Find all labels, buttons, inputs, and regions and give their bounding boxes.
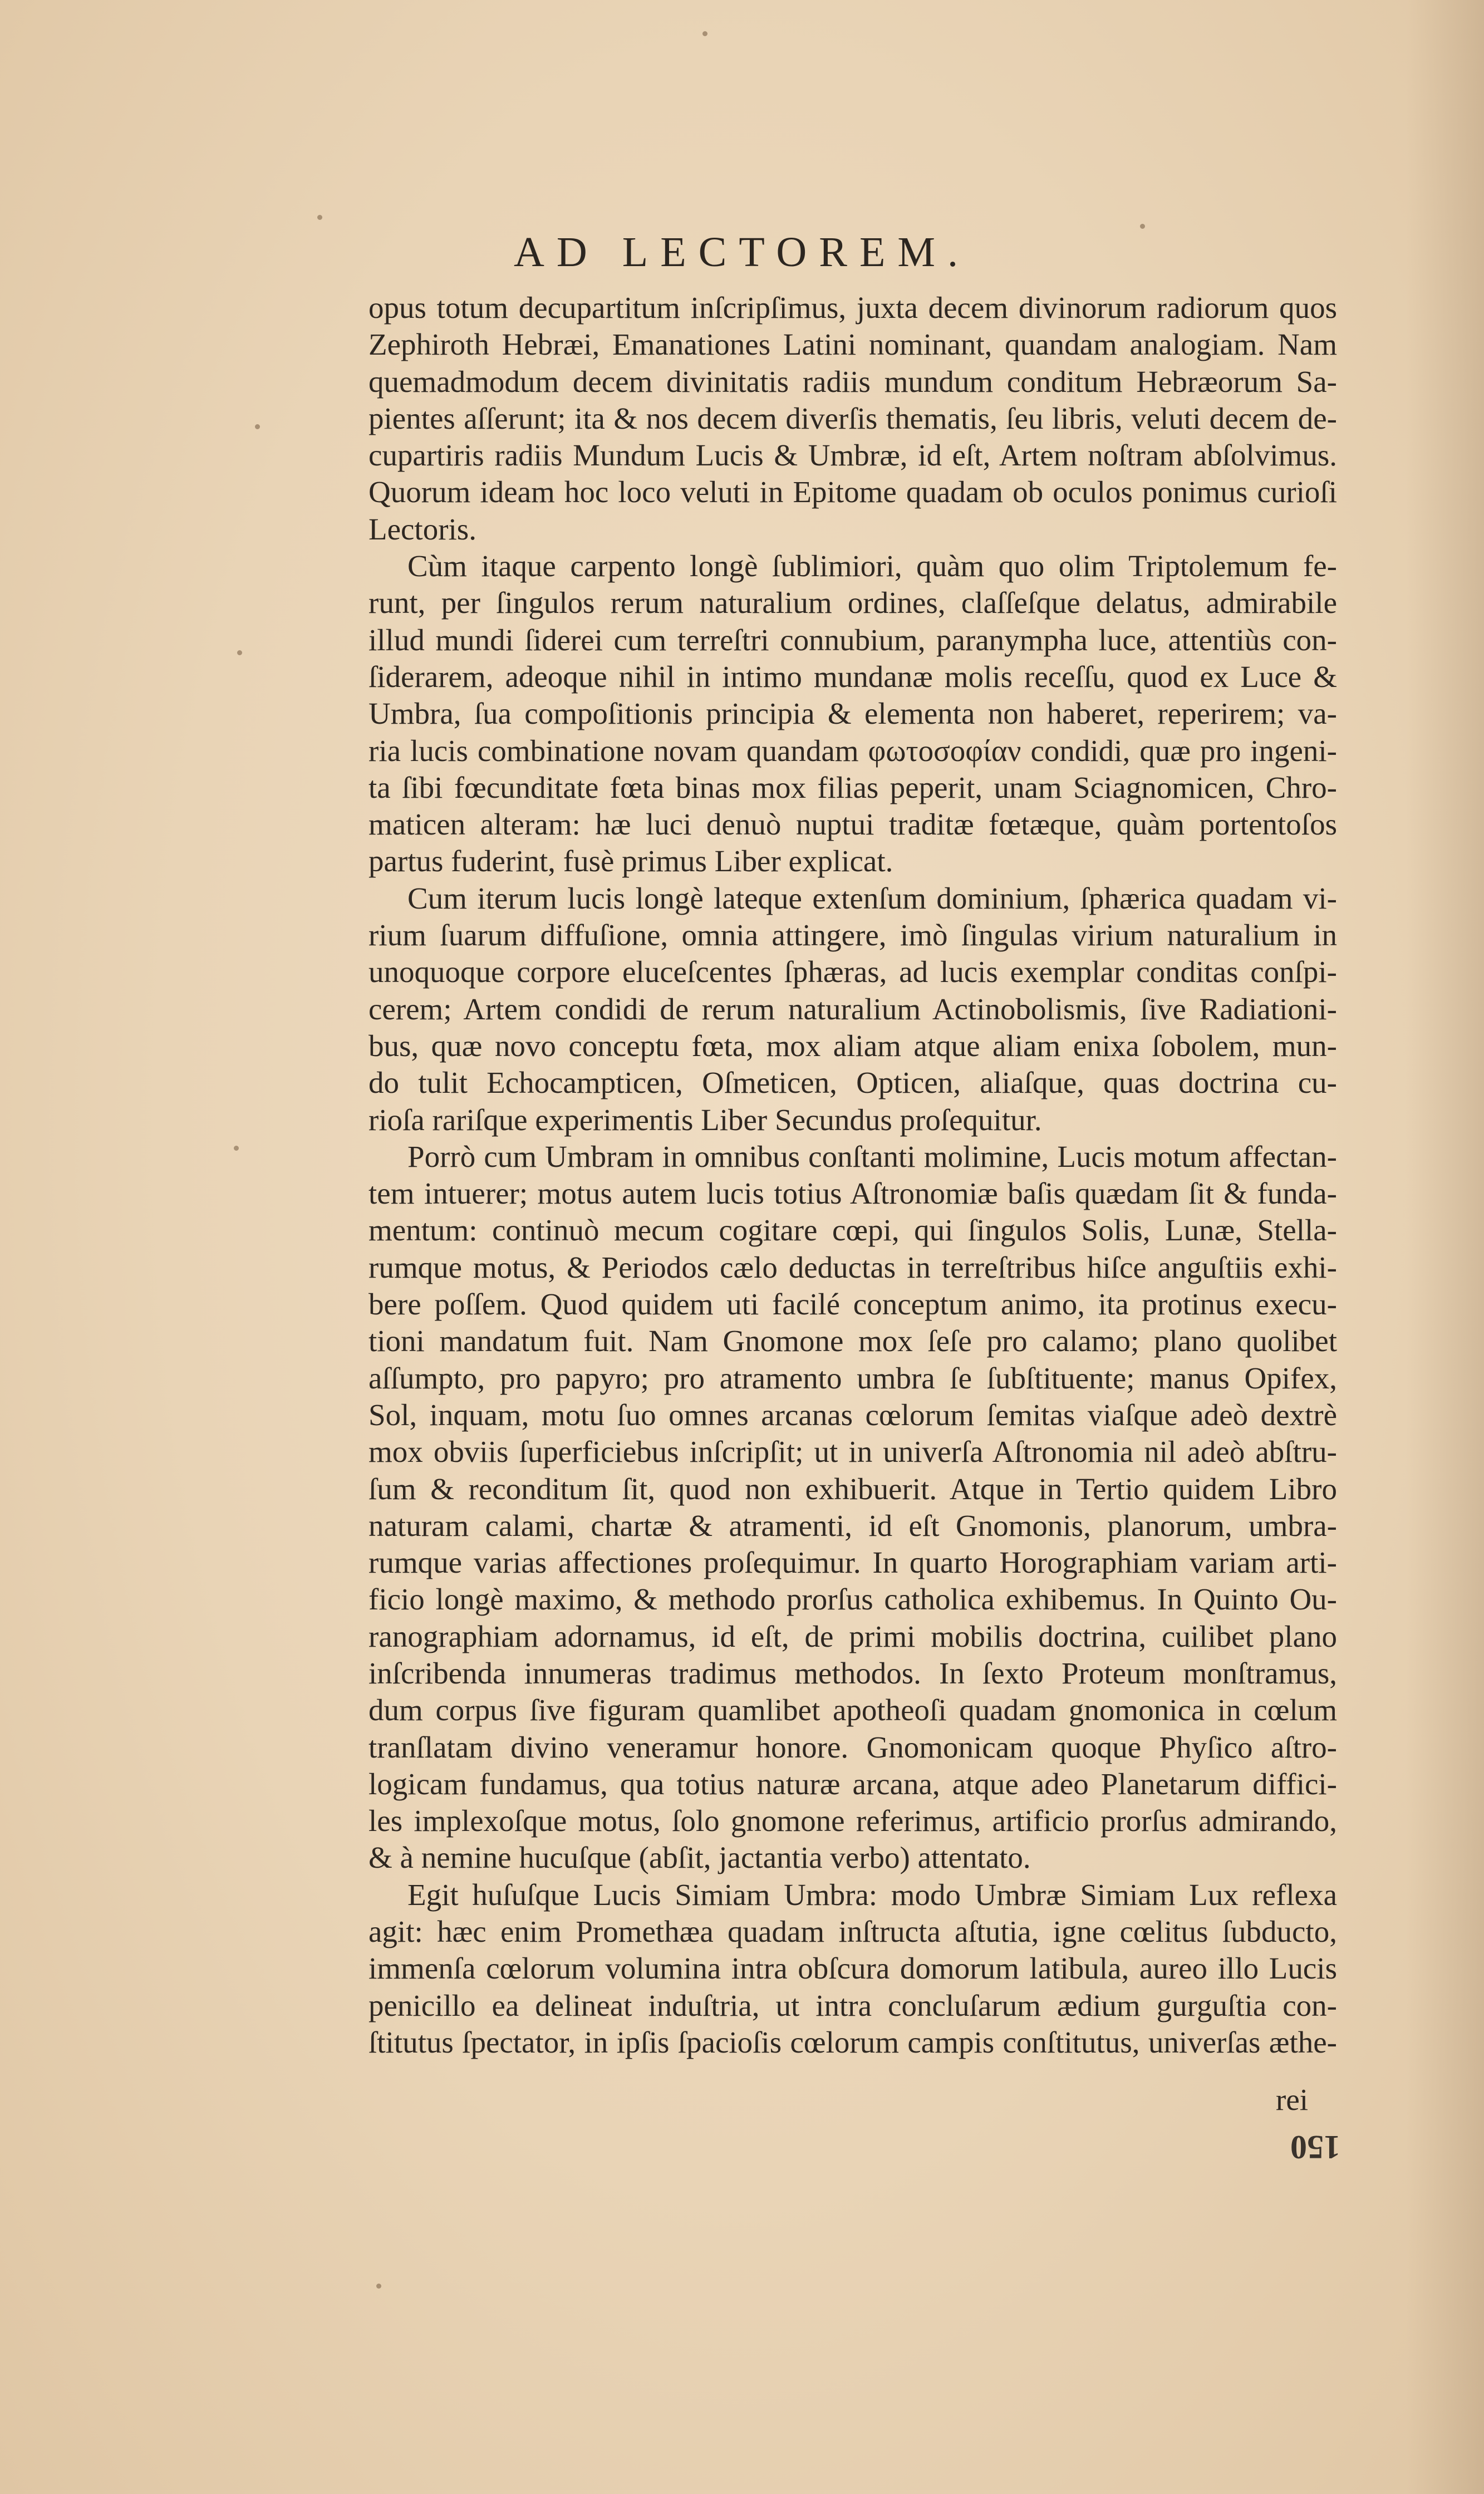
text-line: cupartiris radiis Mundum Lucis & Umbræ, id eſt, Artem noſtram abſolvimus. [368,438,1337,473]
paper-spot [237,650,242,655]
paper-spot [702,31,707,36]
text-line: pientes aſſerunt; ita & nos decem diverſis thematis, ſeu libris, veluti decem de- [368,401,1337,435]
text-line: aſſumpto, pro papyro; pro atramento umbra ſe ſubſtituente; manus Opifex, [368,1361,1337,1395]
text-line: rioſa rariſque experimentis Liber Secundus proſequitur. [368,1102,1042,1137]
text-line: mox obviis ſuperficiebus inſcripſit; ut in univerſa Aſtronomia nil adeò abſtru- [368,1435,1337,1469]
text-line: runt, per ſingulos rerum naturalium ordines, claſſeſque delatus, admirabile [368,586,1337,620]
text-line: inſcribenda innumeras tradimus methodos. In ſexto Proteum monſtramus, [368,1656,1337,1690]
text-line: Umbra, ſua compoſitionis principia & elementa non haberet, reperirem; va- [368,696,1337,731]
text-line: tranſlatam divino veneramur honore. Gnomonicam quoque Phyſico aſtro- [368,1730,1337,1764]
body-text [368,289,1337,2061]
text-line: Egit huſuſque Lucis Simiam Umbra: modo Umbræ Simiam Lux reflexa [407,1877,1337,1912]
paper-spot [376,2284,381,2289]
text-line: Cùm itaque carpento longè ſublimiori, quàm quo olim Triptolemum fe- [407,549,1337,583]
text-line: tioni mandatum fuit. Nam Gnomone mox ſeſe pro calamo; plano quolibet [368,1324,1337,1358]
text-line: rumque varias affectiones proſequimur. In quarto Horographiam variam arti- [368,1545,1337,1580]
text-line: cerem; Artem condidi de rerum naturalium Actinobolismis, ſive Radiationi- [368,991,1337,1026]
text-line: logicam fundamus, qua totius naturæ arcana, atque adeo Planetarum diffici- [368,1766,1337,1801]
text-line: immenſa cœlorum volumina intra obſcura domorum latibula, aureo illo Lucis [368,1951,1337,1986]
paper-spot [234,1146,239,1151]
text-line: unoquoque corpore eluceſcentes ſphæras, ad lucis exemplar conditas conſpi- [368,955,1337,989]
text-line: ſtitutus ſpectator, in ipſis ſpacioſis cœlorum campis conſtitutus, univerſas æthe- [368,2025,1337,2059]
text-line: illud mundi ſiderei cum terreſtri connubium, paranympha luce, attentiùs con- [368,622,1337,657]
text-line: mentum: continuò mecum cogitare cœpi, qui ſingulos Solis, Lunæ, Stella- [368,1213,1337,1248]
text-line: partus fuderint, fusè primus Liber explicat. [368,844,893,878]
text-line: ſiderarem, adeoque nihil in intimo mundanæ molis receſſu, quod ex Luce & [368,659,1337,694]
text-line: rumque motus, & Periodos cælo deductas in terreſtribus hiſce anguſtiis exhi- [368,1250,1337,1284]
text-line: naturam calami, chartæ & atramenti, id eſt Gnomonis, planorum, umbra- [368,1508,1337,1543]
page-number: 150 [1290,2129,1340,2166]
text-line: Zephiroth Hebræi, Emanationes Latini nominant, quandam analogiam. Nam [368,327,1337,362]
text-line: Porrò cum Umbram in omnibus conſtanti molimine, Lucis motum affectan- [407,1139,1337,1174]
text-line: Lectoris. [368,512,476,546]
catchword: rei [1276,2083,1309,2117]
text-line: & à nemine hucuſque (abſit, jactantia verbo) attentato. [368,1840,1031,1875]
text-line: ſum & reconditum ſit, quod non exhibuerit. Atque in Tertio quidem Libro [368,1471,1337,1506]
text-line: dum corpus ſive figuram quamlibet apotheoſi quadam gnomonica in cœlum [368,1693,1337,1727]
text-line: ria lucis combinatione novam quandam φωτοσοφίαν condidi, quæ pro ingeni- [368,733,1337,768]
text-line: les implexoſque motus, ſolo gnomone referimus, artificio prorſus admirando, [368,1804,1337,1838]
text-line: bere poſſem. Quod quidem uti facilé conceptum animo, ita protinus execu- [368,1287,1337,1322]
text-line: maticen alteram: hæ luci denuò nuptui traditæ fœtæque, quàm portentoſos [368,807,1337,842]
text-line: opus totum decupartitum inſcripſimus, juxta decem divinorum radiorum quos [368,291,1337,325]
text-line: Sol, inquam, motu ſuo omnes arcanas cœlorum ſemitas viaſque adeò dextrè [368,1397,1337,1432]
text-line: bus, quæ novo conceptu fœta, mox aliam atque aliam enixa ſobolem, mun- [368,1028,1337,1063]
paper-spot [317,215,322,220]
text-line: ranographiam adornamus, id eſt, de primi mobilis doctrina, cuilibet plano [368,1619,1337,1653]
page-edge-shadow [1406,0,1484,2494]
text-line: tem intuerer; motus autem lucis totius Aſtronomiæ baſis quædam ſit & funda- [368,1176,1337,1211]
text-line: quemadmodum decem divinitatis radiis mundum conditum Hebræorum Sa- [368,364,1337,399]
text-line: penicillo ea delineat induſtria, ut intra concluſarum ædium gurguſtia con- [368,1988,1337,2022]
page-heading: AD LECTOREM. [514,229,970,276]
text-line: ta ſibi fœcunditate fœta binas mox filias peperit, unam Sciagnomicen, Chro- [368,770,1337,804]
text-line: Quorum ideam hoc loco veluti in Epitome quadam ob oculos ponimus curioſi [368,475,1337,509]
text-line: Cum iterum lucis longè lateque extenſum dominium, ſphærica quadam vi- [407,881,1337,915]
text-line: ficio longè maximo, & methodo prorſus catholica exhibemus. In Quinto Ou- [368,1582,1337,1617]
paper-spot [255,424,260,429]
text-line: agit: hæc enim Promethæa quadam inſtructa aſtutia, igne cœlitus ſubducto, [368,1914,1337,1949]
text-line: do tulit Echocampticen, Oſmeticen, Opticen, aliaſque, quas doctrina cu- [368,1066,1337,1100]
text-line: rium ſuarum diffuſione, omnia attingere, imò ſingulas virium naturalium in [368,918,1337,953]
